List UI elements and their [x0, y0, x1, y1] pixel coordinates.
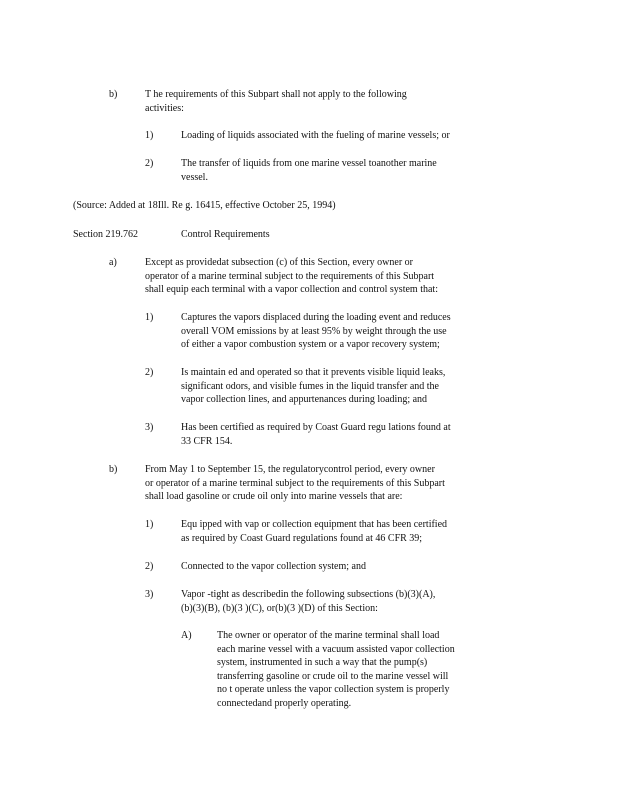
item-text: Captures the vapors displaced during the loading event and reduces overall VOM emissions by at least 95% by weight through the use of either a vapor combustion system or a vapor recovery system;	[181, 312, 451, 350]
item-text: Equ ipped with vap or collection equipment that has been certified as required by Coast Guard regulations found at 46 CFR 39;	[181, 519, 448, 544]
section-title: Control Requirements	[181, 229, 270, 240]
item-label: 2)	[145, 158, 154, 169]
subsection-a-label: a)	[109, 257, 117, 268]
subsection-b-label: b)	[109, 89, 118, 100]
source-note: (Source: Added at 18Ill. Re g. 16415, effective October 25, 1994)	[73, 200, 336, 211]
item-label: 1)	[145, 312, 154, 323]
item-label: 1)	[145, 130, 154, 141]
item-text: Connected to the vapor collection system; and	[181, 561, 366, 572]
item-text: Loading of liquids associated with the fueling of marine vessels; or	[181, 130, 450, 141]
item-label: A)	[181, 630, 192, 641]
item-text: Has been certified as required by Coast Guard regu lations found at 33 CFR 154.	[181, 422, 451, 447]
subsection-a-text: Except as providedat subsection (c) of this Section, every owner or operator of a marine terminal subject to the requirements of this Subpart shall equip each terminal with a vapor collection and control system that:	[145, 257, 438, 295]
item-label: 2)	[145, 367, 154, 378]
item-text: Vapor -tight as describedin the following subsections (b)(3)(A), (b)(3)(B), (b)(3 )(C), or(b)(3 )(D) of this Section:	[181, 589, 436, 614]
subsection-b-text: From May 1 to September 15, the regulatorycontrol period, every owner or operator of a marine terminal subject to the requirements of this Subpart shall load gasoline or crude oil only into marine vessels that are:	[145, 464, 445, 502]
item-label: 2)	[145, 561, 154, 572]
item-text: Is maintain ed and operated so that it prevents visible liquid leaks, significant odors, and visible fumes in the liquid transfer and the vapor collection lines, and appurtenances during loading; and	[181, 367, 446, 405]
item-label: 3)	[145, 589, 154, 600]
item-text: The owner or operator of the marine terminal shall load each marine vessel with a vacuum assisted vapor collection system, instrumented in such a way that the pump(s) transferring gasoline or crude oil to the marine vessel will no t operate unless the vapor collection system is properly connectedand properly operating.	[217, 630, 455, 709]
section-number: Section 219.762	[73, 229, 138, 240]
subsection-b-label: b)	[109, 464, 118, 475]
item-label: 1)	[145, 519, 154, 530]
subsection-b-text: T he requirements of this Subpart shall not apply to the following activities:	[145, 89, 407, 114]
item-text: The transfer of liquids from one marine vessel toanother marine vessel.	[181, 158, 437, 183]
item-label: 3)	[145, 422, 154, 433]
